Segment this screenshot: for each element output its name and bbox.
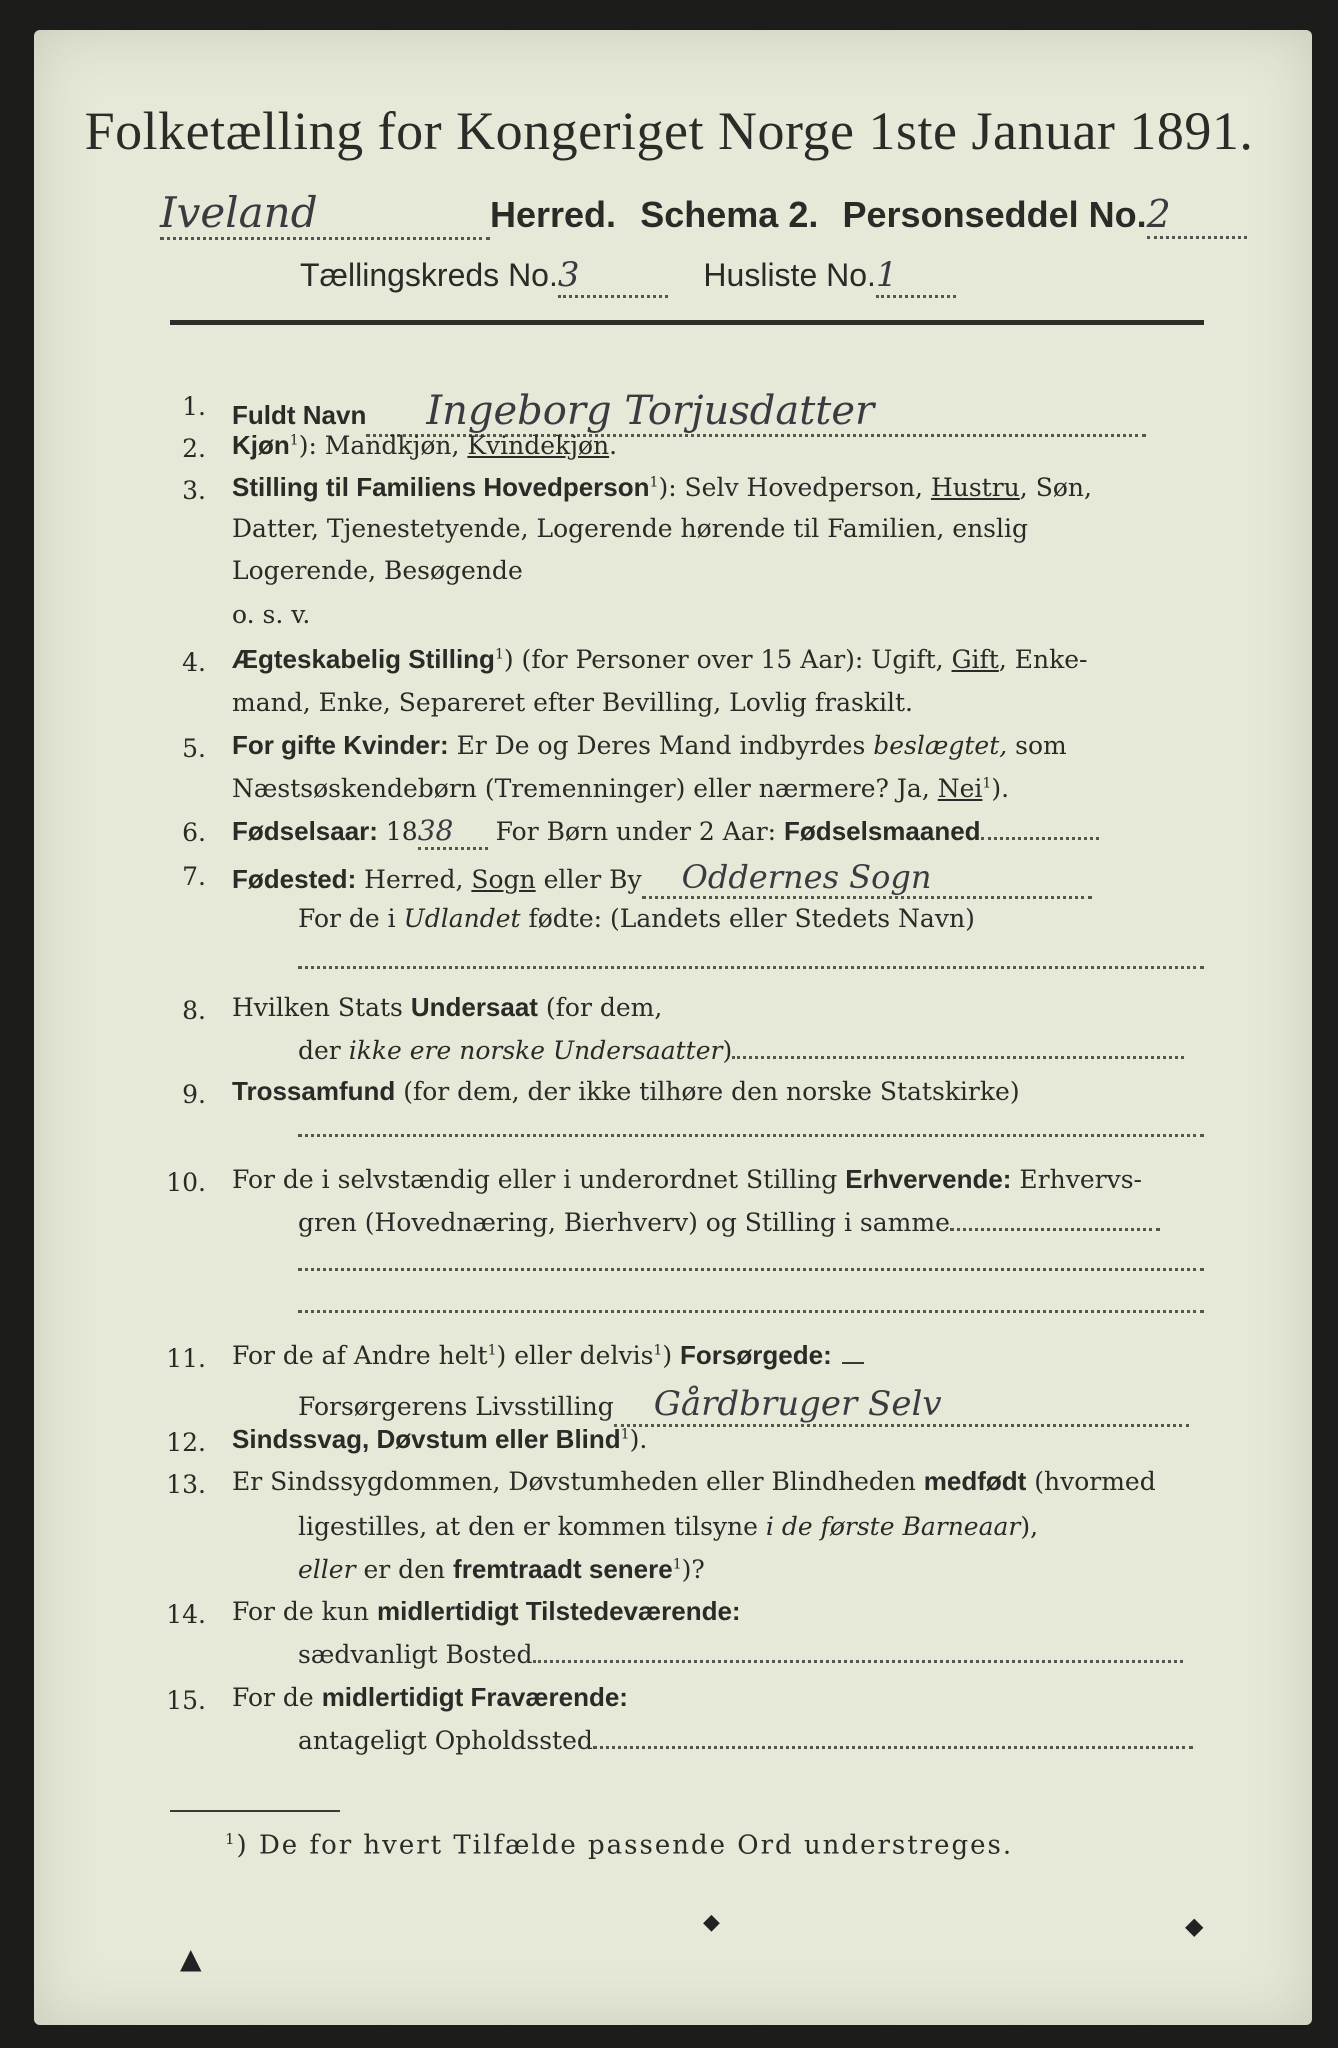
trossamfund-field — [298, 1134, 1204, 1137]
footnote — [225, 1830, 1013, 1861]
item-number-6: 6. — [182, 818, 206, 847]
undersaat-text-b: (for dem, — [537, 993, 663, 1022]
aegteskab-label: Ægteskabelig Stilling — [232, 644, 495, 674]
ink-mark-left: ▲ — [180, 1942, 202, 1975]
item-4-line-2: mand, Enke, Separeret efter Bevilling, Lovlig fraskilt. — [232, 688, 913, 717]
header-divider — [170, 320, 1204, 325]
stilling-options-a: ): Selv Hovedperson, — [658, 473, 931, 502]
item-3-line — [232, 472, 1092, 503]
tilstede-text-a: For de kun — [232, 1597, 377, 1626]
footnote-ref: 1 — [653, 1342, 663, 1359]
fravaerende-text-a: For de — [232, 1683, 322, 1712]
forsorgede-text-b: ) eller delvis — [496, 1341, 654, 1370]
stilling-options-b: , Søn, — [1019, 473, 1092, 502]
ink-mark-center: ◆ — [703, 1910, 720, 1935]
medfodt-label: medfødt — [923, 1466, 1027, 1496]
item-11-line-2 — [298, 1384, 1189, 1427]
item-13-line-2 — [298, 1512, 1038, 1541]
item-8-line — [232, 992, 662, 1023]
fodested-options-b: eller By — [535, 865, 642, 894]
item-9-line — [232, 1076, 1020, 1107]
footnote-ref: 1 — [672, 1556, 682, 1573]
forsorgede-text-c: ) — [662, 1341, 681, 1370]
footnote-ref: 1 — [982, 775, 992, 792]
forsorgerens-value: Gårdbruger Selv — [614, 1384, 1189, 1427]
item-number-14: 14. — [166, 1600, 206, 1629]
item-3-line-2: Datter, Tjenestetyende, Logerende hørende til Familien, enslig — [232, 514, 1029, 543]
item-number-3: 3. — [182, 476, 206, 505]
forsorgede-label: Forsørgede: — [680, 1340, 832, 1370]
bosted-label: sædvanligt Bosted — [298, 1640, 533, 1669]
footnote-ref: 1 — [620, 1426, 630, 1443]
item-13-line-3 — [298, 1554, 705, 1585]
husliste-value: 1 — [876, 255, 956, 298]
forsorgede-text-a: For de af Andre helt — [232, 1341, 488, 1370]
medfodt-line-2-italic: i de første Barneaar — [765, 1512, 1021, 1541]
personseddel-value: 2 — [1147, 192, 1247, 239]
erhverv-field-3 — [298, 1310, 1204, 1313]
fodested-selected: Sogn — [471, 865, 536, 894]
opholdssted-label: antageligt Opholdssted — [298, 1726, 593, 1755]
item-number-15: 15. — [166, 1686, 206, 1715]
erhverv-label: Erhvervende: — [845, 1164, 1012, 1194]
kjon-label: Kjøn — [232, 430, 290, 460]
kreds-value: 3 — [558, 255, 668, 298]
item-number-5: 5. — [182, 734, 206, 763]
fremtraadt-label: fremtraadt senere — [453, 1554, 673, 1584]
item-14-line — [232, 1596, 741, 1627]
fravaerende-label: midlertidigt Fraværende: — [321, 1682, 628, 1712]
bosted-field — [533, 1660, 1183, 1663]
item-number-11: 11. — [166, 1344, 206, 1373]
stilling-selected: Hustru — [930, 473, 1020, 502]
item-15-line-2 — [298, 1726, 1193, 1755]
erhverv-line-2-text: gren (Hovednæring, Bierhverv) og Stilling i samme — [298, 1208, 950, 1237]
item-number-7: 7. — [182, 862, 206, 891]
husliste-label: Husliste No. — [703, 257, 876, 293]
trossamfund-text: (for dem, der ikke tilhøre den norske Statskirke) — [395, 1077, 1020, 1106]
item-5-line — [232, 730, 1067, 761]
item-12-line — [232, 1424, 647, 1455]
sindssvag-close: ). — [629, 1425, 648, 1454]
item-number-2: 2. — [182, 434, 206, 463]
fuldt-navn-value: Ingeborg Torjusdatter — [366, 388, 1146, 437]
herred-label: Herred. — [490, 194, 617, 235]
medfodt-text-a: Er Sindssygdommen, Døvstumheden eller Blindheden — [232, 1467, 924, 1496]
stilling-label: Stilling til Familiens Hovedperson — [232, 472, 650, 502]
erhverv-text-b: Erhvervs- — [1011, 1165, 1142, 1194]
footnote-marker: 1 — [225, 1830, 237, 1848]
footnote-ref: 1 — [487, 1342, 497, 1359]
kreds-label: Tællingskreds No. — [300, 257, 558, 293]
item-5-line-2 — [232, 774, 1009, 803]
tilstede-label: midlertidigt Tilstedeværende: — [376, 1596, 741, 1626]
gifte-kvinder-question: Næstsøskendebørn (Tremenninger) eller nærmere? Ja, — [232, 774, 938, 803]
medfodt-line-2b: ), — [1020, 1512, 1039, 1541]
udlandet-text-b: fødte: (Landets eller Stedets Navn) — [520, 904, 975, 933]
erhverv-text-a: For de i selvstændig eller i underordnet Stilling — [232, 1165, 846, 1194]
item-number-9: 9. — [182, 1080, 206, 1109]
item-13-line — [232, 1466, 1156, 1497]
item-8-line-2 — [298, 1036, 1184, 1065]
undersaat-text-a: Hvilken Stats — [232, 993, 411, 1022]
udlandet-italic: Udlandet — [403, 904, 521, 933]
forsorgerens-label: Forsørgerens Livsstilling — [298, 1392, 614, 1421]
item-3-line-4: o. s. v. — [232, 600, 311, 629]
ink-mark-right: ◆ — [1185, 1912, 1204, 1940]
item-15-line — [232, 1682, 628, 1713]
undersaat-der: der — [298, 1036, 349, 1065]
medfodt-text-b: (hvormed — [1026, 1467, 1156, 1496]
footnote-ref: 1 — [494, 646, 504, 663]
item-4-line — [232, 644, 1087, 675]
medfodt-line-3-italic: eller — [298, 1555, 356, 1584]
medfodt-line-3b: )? — [681, 1555, 705, 1584]
item-6-line — [232, 814, 1099, 850]
medfodt-line-3a: er den — [355, 1555, 454, 1584]
item-number-12: 12. — [166, 1428, 206, 1457]
item-7-line-2 — [298, 904, 975, 933]
item-11-line — [232, 1340, 864, 1371]
gifte-kvinder-text-b: som — [1007, 731, 1067, 760]
undersaat-field — [732, 1056, 1184, 1059]
footnote-divider — [170, 1810, 340, 1812]
item-number-13: 13. — [166, 1470, 206, 1499]
fuldt-navn-label: Fuldt Navn — [232, 400, 367, 430]
item-3-line-3: Logerende, Besøgende — [232, 556, 523, 585]
fodested-label: Fødested: — [232, 864, 357, 894]
sindssvag-label: Sindssvag, Døvstum eller Blind — [232, 1424, 621, 1454]
erhverv-field-1 — [950, 1228, 1160, 1231]
fodested-value: Oddernes Sogn — [642, 858, 1092, 899]
undersaat-label: Undersaat — [410, 992, 538, 1022]
undersaat-italic: ikke ere norske Undersaatter — [348, 1036, 723, 1065]
erhverv-field-2 — [298, 1268, 1204, 1271]
gifte-kvinder-text-a: Er De og Deres Mand indbyrdes — [448, 731, 874, 760]
forsorgede-dash — [842, 1362, 864, 1364]
item-14-line-2 — [298, 1640, 1183, 1669]
personseddel-label: Personseddel No. — [842, 194, 1147, 235]
footnote-ref: 1 — [649, 474, 659, 491]
herred-value: Iveland — [160, 188, 490, 240]
gifte-kvinder-close: ). — [991, 774, 1010, 803]
item-10-line — [232, 1164, 1142, 1195]
aegteskab-selected: Gift — [951, 645, 999, 674]
fodselsaar-prefix: 18 — [377, 817, 418, 846]
gifte-kvinder-italic: beslægtet, — [873, 731, 1008, 760]
udlandet-text-a: For de i — [298, 904, 404, 933]
udlandet-field — [298, 966, 1204, 969]
item-number-4: 4. — [182, 648, 206, 677]
kjon-selected: Kvindekjøn — [467, 431, 610, 460]
trossamfund-label: Trossamfund — [232, 1076, 396, 1106]
fodselsaar-label: Fødselsaar: — [232, 816, 378, 846]
item-number-10: 10. — [166, 1168, 206, 1197]
item-number-1: 1. — [182, 392, 206, 421]
fodselsmaaned-field — [981, 837, 1099, 840]
herred-line — [160, 188, 1247, 240]
item-number-8: 8. — [182, 996, 206, 1025]
aegteskab-options-b: , Enke- — [998, 645, 1088, 674]
born-under-2-text: For Børn under 2 Aar: — [487, 817, 785, 846]
undersaat-close: ) — [722, 1036, 733, 1065]
fodselsmaaned-label: Fødselsmaaned — [784, 816, 981, 846]
aegteskab-options-a: ) (for Personer over 15 Aar): Ugift, — [503, 645, 952, 674]
fodselsaar-value: 38 — [418, 814, 488, 850]
medfodt-line-2a: ligestilles, at den er kommen tilsyne — [298, 1512, 766, 1541]
form-title: Folketælling for Kongeriget Norge 1ste Januar 1891. — [84, 101, 1254, 161]
kjon-options: ): Mandkjøn, — [298, 431, 468, 460]
kreds-line — [300, 255, 956, 298]
fodested-options-a: Herred, — [356, 865, 472, 894]
opholdssted-field — [593, 1746, 1193, 1749]
gifte-kvinder-selected: Nei — [937, 774, 983, 803]
footnote-text: ) De for hvert Tilfælde passende Ord understreges. — [236, 1830, 1014, 1861]
footnote-ref: 1 — [289, 432, 299, 449]
gifte-kvinder-label: For gifte Kvinder: — [232, 730, 449, 760]
schema-label: Schema 2. — [640, 194, 819, 235]
item-7-line — [232, 858, 1092, 899]
item-10-line-2 — [298, 1208, 1160, 1237]
item-2-line: Kjøn$^1$): Mandkjøn, Kvindekjøn. — [232, 430, 618, 460]
